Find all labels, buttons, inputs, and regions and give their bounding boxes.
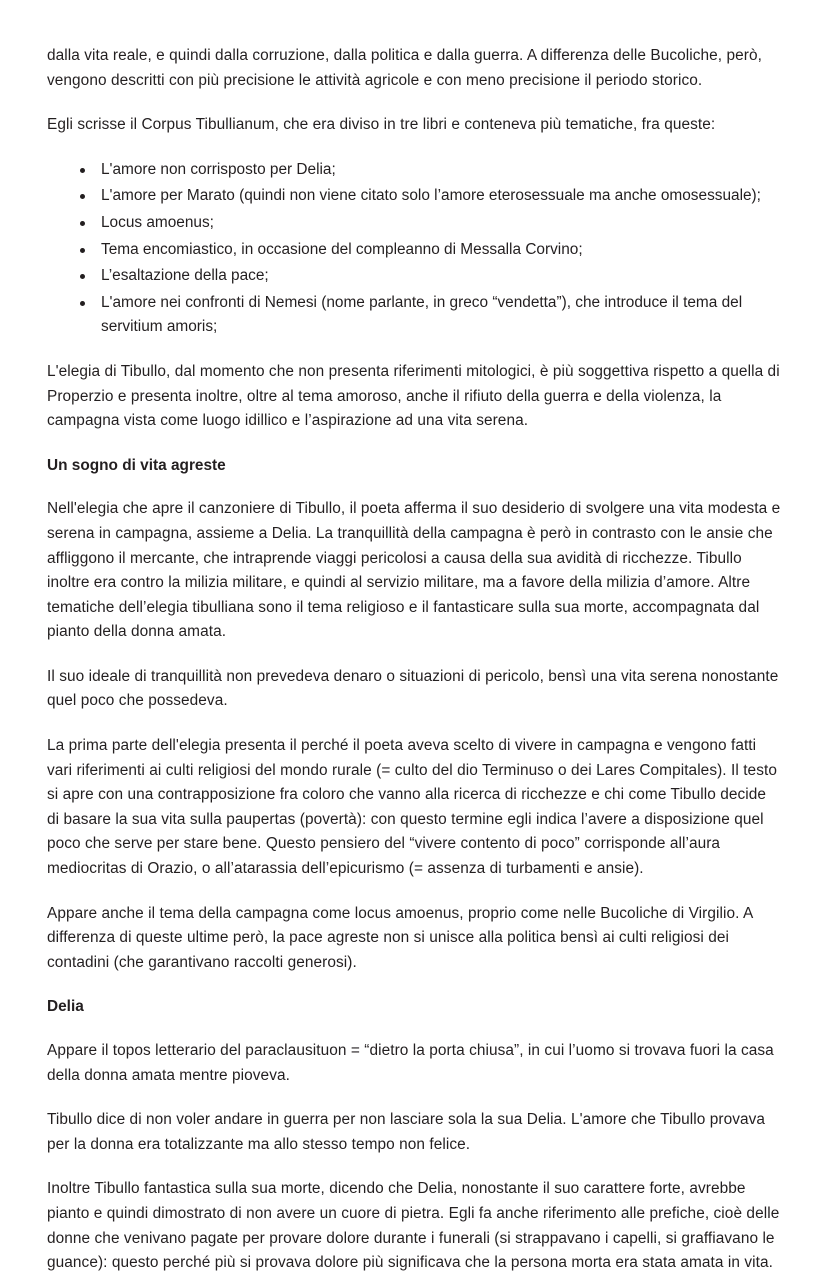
tematiche-list [47, 158, 781, 340]
section-heading-un-sogno-di-vita-agreste: Un sogno di vita agreste [47, 456, 226, 474]
list-item: Locus amoenus; [47, 211, 781, 236]
list-item: L'amore nei confronti di Nemesi (nome parlante, in greco “vendetta”), che introduce il tema del servitium amoris; [47, 291, 781, 340]
list-item: Tema encomiastico, in occasione del compleanno di Messalla Corvino; [47, 238, 781, 263]
section-heading-delia: Delia [47, 998, 84, 1016]
paragraph-corpus-tibullianum: Egli scrisse il Corpus Tibullianum, che era diviso in tre libri e conteneva più tematiche, fra queste: [47, 116, 716, 134]
paragraph-prefiche: Inoltre Tibullo fantastica sulla sua morte, dicendo che Delia, nonostante il suo carattere forte, avrebbe pianto e quindi dimostrato di non avere un cuore di pietra. Egli fa anche riferimento alle prefiche, cioè delle donne che venivano pagate per provare dolore durante i funerali (si strappavano i capelli, si graffiavano le guance): questo perché più si provava dolore più significava che la persona morta era stata amata in vita. [47, 1180, 780, 1272]
document-body [47, 44, 781, 1276]
list-item: L'amore per Marato (quindi non viene citato solo l’amore eterosessuale ma anche omosessuale); [47, 184, 781, 209]
list-item: L'amore non corrisposto per Delia; [47, 158, 781, 183]
paragraph-prima-parte-elegia: La prima parte dell'elegia presenta il perché il poeta aveva scelto di vivere in campagna e vengono fatti vari riferimenti ai culti religiosi del mondo rurale (= culto del dio Terminuso o dei Lares Compitales). Il testo si apre con una contrapposizione fra coloro che vanno alla ricerca di ricchezze e chi come Tibullo decide di basare la sua vita sulla paupertas (povertà): con questo termine egli indica l’avere a disposizione quel poco che serve per stare bene. Questo pensiero del “vivere contento di poco” corrisponde all’aura mediocritas di Orazio, o all’atarassia dell’epicurismo (= assenza di turbamenti e ansie). [47, 737, 777, 878]
paragraph-locus-amoenus: Appare anche il tema della campagna come locus amoenus, proprio come nelle Bucoliche di Virgilio. A differenza di queste ultime però, la pace agreste non si unisce alla politica bensì ai culti religiosi dei contadini (che garantivano raccolti generosi). [47, 904, 753, 971]
list-item: L’esaltazione della pace; [47, 264, 781, 289]
paragraph-intro-continuation: dalla vita reale, e quindi dalla corruzione, dalla politica e dalla guerra. A differenza delle Bucoliche, però, vengono descritti con più precisione le attività agricole e con meno precisione il periodo storico. [47, 47, 762, 89]
paragraph-ideale-di-tranquillita: Il suo ideale di tranquillità non prevedeva denaro o situazioni di pericolo, bensì una vita serena nonostante quel poco che possedeva. [47, 667, 779, 710]
paragraph-nell-elegia-canzoniere: Nell'elegia che apre il canzoniere di Tibullo, il poeta afferma il suo desiderio di svolgere una vita modesta e serena in campagna, assieme a Delia. La tranquillità della campagna è però in contrasto con le ansie che affliggono il mercante, che intraprende viaggi pericolosi a causa della sua avidità di ricchezze. Tibullo inoltre era contro la milizia militare, e quindi al servizio militare, ma a favore della milizia d’amore. Altre tematiche dell’elegia tibulliana sono il tema religioso e il fantasticare sulla sua morte, accompagnata dal pianto della donna amata. [47, 500, 781, 641]
paragraph-elegia-di-tibullo: L'elegia di Tibullo, dal momento che non presenta riferimenti mitologici, è più soggettiva rispetto a quella di Properzio e presenta inoltre, oltre al tema amoroso, anche il rifiuto della guerra e della violenza, la campagna vista come luogo idillico e l’aspirazione ad una vita serena. [47, 362, 780, 430]
paragraph-non-voler-andare-in-guerra: Tibullo dice di non voler andare in guerra per non lasciare sola la sua Delia. L'amore che Tibullo provava per la donna era totalizzante ma allo stesso tempo non felice. [47, 1111, 766, 1153]
paragraph-paraclausituon: Appare il topos letterario del paraclausituon = “dietro la porta chiusa”, in cui l’uomo si trovava fuori la casa della donna amata mentre pioveva. [47, 1042, 774, 1084]
